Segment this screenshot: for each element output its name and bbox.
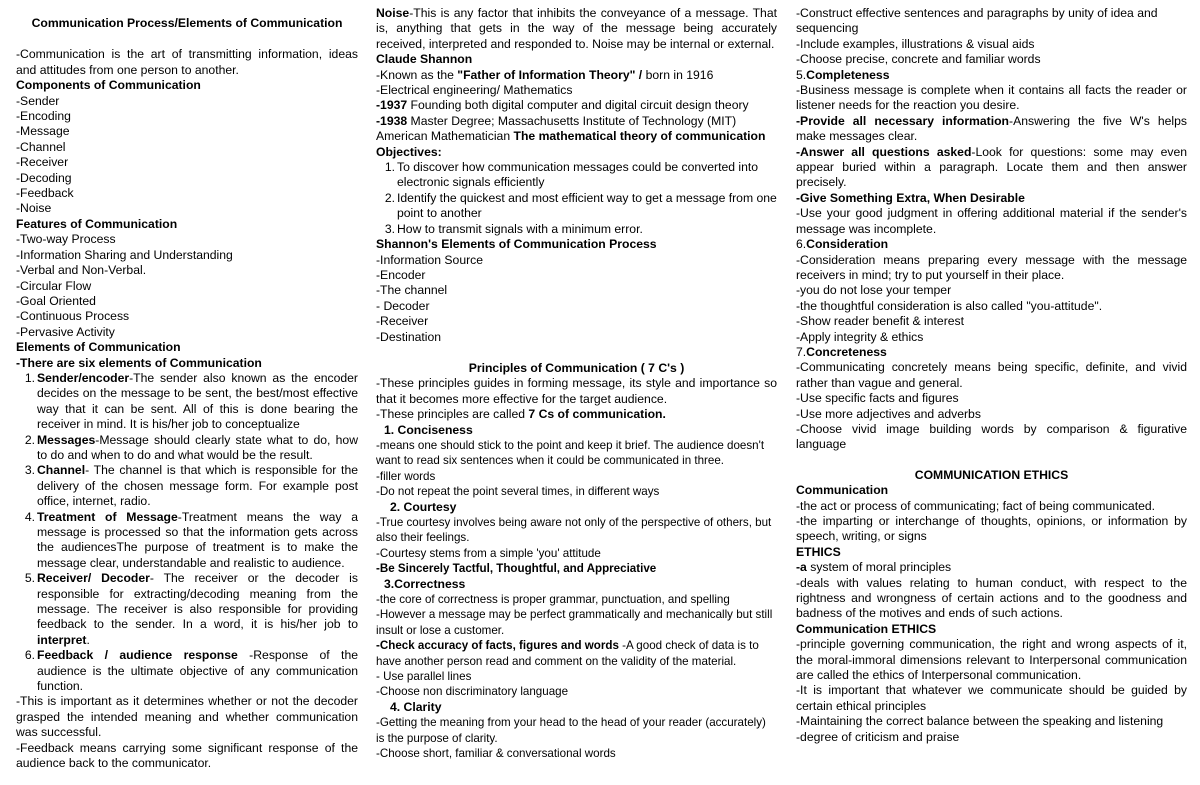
consideration-text: -Apply integrity & ethics [796, 329, 924, 344]
element-text: . [86, 632, 90, 647]
concreteness-text: -Communicating concretely means being specific, definite, and vivid rather than vague and general. [796, 360, 1187, 390]
text-span: -Look for questions: some may even appear buried within a paragraph. Locate them and then answer precisely. [796, 144, 1187, 190]
element-text: -Response of the audience is the ultimate objective of any communication function. [37, 648, 358, 694]
correctness-text: - Use parallel lines [376, 670, 472, 684]
shannon-1938 [376, 114, 777, 129]
list-item [376, 160, 777, 191]
bold-span: Completeness [806, 67, 890, 82]
correctness-heading: 3.Correctness [384, 576, 466, 591]
clarity-text: -Choose precise, concrete and familiar words [796, 52, 1041, 67]
text-span: -Answering the five W's helps make messages clear. [796, 113, 1187, 144]
year-label: -1938 [376, 113, 408, 128]
concreteness-text: -Use specific facts and figures [796, 391, 959, 406]
shannon-element: -Information Source [376, 252, 484, 267]
concreteness-text: -Use more adjectives and adverbs [796, 406, 981, 421]
conciseness-text: -Do not repeat the point several times, in different ways [376, 485, 660, 499]
communication-text: -the act or process of communicating; fact of being communicated. [796, 498, 1156, 513]
objective-text: To discover how communication messages could be converted into electronic signals efficiently [397, 160, 759, 190]
objectives-heading: Objectives: [376, 144, 442, 159]
list-number: 7. [796, 344, 807, 359]
element-text: -Treatment means the way a message is processed so that the information gets across the audiencesThe purpose of treatment is to make the message clear, understandable and realistic to audience. [37, 509, 358, 570]
communication-ethics-text: -degree of criticism and praise [796, 729, 960, 744]
bold-span: 7 Cs of communication. [528, 407, 666, 422]
element-term: Receiver/ Decoder [37, 571, 150, 586]
communication-text: -the imparting or interchange of thoughts, opinions, or information by speech, writing, or signs [796, 514, 1187, 544]
shannon-heading: Claude Shannon [376, 52, 473, 67]
list-number: 6. [24, 648, 35, 663]
shannon-field: -Electrical engineering/ Mathematics [376, 83, 573, 98]
list-item [376, 191, 777, 222]
ethics-text [796, 560, 1187, 575]
text-span: -Known as the [376, 67, 458, 82]
objective-text: How to transmit signals with a minimum error. [397, 221, 643, 236]
noise-text: -This is any factor that inhibits the conveyance of a message. That is, anything that gets in the way of the message being accurately received, interpreted and responded to. Noise may be internal or external. [376, 6, 777, 51]
noise-paragraph [376, 6, 777, 52]
communication-ethics-text: -Maintaining the correct balance between the speaking and listening [796, 714, 1164, 729]
component-item: -Feedback [16, 186, 74, 201]
ethics-title: COMMUNICATION ETHICS [914, 467, 1069, 482]
principles-intro: -These principles guides in forming message, its style and importance so that it becomes more effective for the target audience. [376, 376, 777, 406]
text-span: Master Degree; Massachusetts Institute of Technology (MIT) [407, 113, 737, 128]
component-item: -Receiver [16, 155, 69, 170]
principles-title: Principles of Communication ( 7 C's ) [468, 360, 685, 375]
element-term: Sender/encoder [37, 370, 130, 385]
closing-paragraph: -Feedback means carrying some significant response of the audience back to the communicator. [16, 740, 358, 771]
correctness-text: -However a message may be perfect grammatically and mechanically but still insult or lose a customer. [376, 608, 773, 637]
consideration-text: -you do not lose your temper [796, 283, 952, 298]
bold-span: -Provide all necessary information [796, 113, 1010, 128]
feature-item: -Information Sharing and Understanding [16, 247, 233, 262]
shannon-element: -Receiver [376, 314, 429, 329]
feature-item: -Circular Flow [16, 278, 92, 293]
element-term: Feedback / audience response [37, 648, 238, 663]
correctness-text: -Choose non discriminatory language [376, 685, 569, 699]
element-text: - The channel is that which is responsible for the delivery of the chosen message form. For example post office, internet, radio. [37, 463, 358, 509]
completeness-heading [796, 68, 1187, 83]
feature-item: -Verbal and Non-Verbal. [16, 263, 147, 278]
element-term: interpret [37, 632, 87, 647]
text-span: system of moral principles [806, 560, 952, 575]
col1-title: Communication Process/Elements of Communication [31, 16, 343, 30]
noise-term: Noise [376, 6, 410, 20]
features-heading: Features of Communication [16, 216, 178, 231]
consideration-heading [796, 237, 1187, 252]
check-accuracy [376, 638, 777, 669]
concreteness-heading [796, 345, 1187, 360]
element-text: - The receiver or the decoder is responsible for extracting/decoding meaning from the message. The receiver is also responsible for providing feedback to the sender. In a word, it is his/her job to [37, 571, 358, 632]
six-elements-heading: -There are six elements of Communication [16, 355, 262, 370]
objectives-list [376, 160, 777, 237]
conciseness-text: -filler words [376, 469, 436, 483]
list-number: 3. [24, 463, 35, 478]
list-number: 5. [796, 67, 807, 82]
conciseness-heading: 1. Conciseness [384, 422, 473, 437]
component-item: -Message [16, 124, 70, 139]
list-item [376, 222, 777, 237]
list-number: 5. [24, 571, 35, 586]
list-number: 2. [24, 432, 35, 447]
clarity-text: -Include examples, illustrations & visual aids [796, 36, 1035, 51]
list-item [16, 510, 358, 572]
elements-heading: Elements of Communication [16, 340, 181, 355]
clarity-text: -Getting the meaning from your head to the head of your reader (accurately) is the purpose of clarity. [376, 716, 766, 745]
courtesy-text: -Courtesy stems from a simple 'you' attitude [376, 546, 601, 560]
bold-span: Concreteness [806, 344, 887, 359]
component-item: -Encoding [16, 109, 71, 124]
element-text: -Message should clearly state what to do, how to do and when to do and what would be the result. [37, 432, 358, 462]
shannon-element: -The channel [376, 283, 448, 298]
correctness-text: -the core of correctness is proper grammar, punctuation, and spelling [376, 593, 730, 607]
give-extra-text: -Use your good judgment in offering additional material if the sender's message was incomplete. [796, 206, 1187, 236]
bold-span: -Check accuracy of facts, figures and words [376, 639, 619, 653]
completeness-text: -Business message is complete when it contains all facts the reader or listener needs for the reaction you desire. [796, 83, 1187, 113]
shannon-elements-heading: Shannon's Elements of Communication Process [376, 237, 657, 252]
list-number: 2. [384, 190, 395, 205]
communication-ethics-heading: Communication ETHICS [796, 621, 937, 636]
feature-item: -Continuous Process [16, 309, 130, 324]
ethics-text: -deals with values relating to human conduct, with respect to the rightness and wrongness of certain actions and to the goodness and badness of the motives and ends of such actions. [796, 575, 1187, 621]
bold-span: The mathematical theory of communication [513, 129, 766, 144]
feature-item: -Two-way Process [16, 232, 116, 247]
consideration-text: -Show reader benefit & interest [796, 314, 965, 329]
component-item: -Channel [16, 139, 66, 154]
tactful-line: -Be Sincerely Tactful, Thoughtful, and Appreciative [376, 562, 657, 576]
list-number: 1. [384, 160, 395, 175]
shannon-element: -Encoder [376, 267, 426, 282]
elements-list [16, 371, 358, 695]
list-item [16, 463, 358, 509]
feature-item: -Pervasive Activity [16, 324, 115, 339]
answer-questions [796, 145, 1187, 191]
courtesy-text: -True courtesy involves being aware not only of the perspective of others, but also their feelings. [376, 516, 772, 545]
list-number: 1. [24, 370, 35, 385]
component-item: -Decoding [16, 170, 72, 185]
clarity-text: -Choose short, familiar & conversational words [376, 747, 616, 761]
list-number: 6. [796, 237, 807, 252]
conciseness-text: -means one should stick to the point and keep it brief. The audience doesn't want to read six sentences when it could be communicated in three. [376, 438, 765, 468]
concreteness-text: -Choose vivid image building words by comparison & figurative language [796, 421, 1187, 452]
col1-intro: -Communication is the art of transmitting information, ideas and attitudes from one person to another. [16, 47, 358, 77]
column-2 [376, 6, 777, 762]
year-label: -1937 [376, 98, 408, 113]
ethics-heading: ETHICS [796, 544, 841, 559]
shannon-1937 [376, 98, 777, 113]
communication-heading: Communication [796, 483, 889, 498]
list-item [16, 371, 358, 433]
list-item [16, 571, 358, 648]
component-item: -Noise [16, 201, 52, 216]
courtesy-heading: 2. Courtesy [390, 499, 457, 514]
principles-called [376, 407, 777, 422]
list-number: 4. [24, 509, 35, 524]
communication-ethics-text: -principle governing communication, the right and wrong aspects of it, the moral-immoral dimensions relevant to Interpersonal communication are called the ethics of Interpersonal communication. [796, 637, 1187, 683]
column-1 [16, 6, 358, 772]
element-term: Channel [37, 463, 86, 478]
list-item [16, 648, 358, 694]
objective-text: Identify the quickest and most efficient way to get a message from one point to another [397, 190, 777, 221]
text-span: born in 1916 [642, 67, 714, 82]
list-number: 3. [384, 221, 395, 236]
communication-ethics-text: -It is important that whatever we communicate should be guided by certain ethical principles [796, 683, 1187, 713]
list-item [16, 433, 358, 464]
consideration-text: -Consideration means preparing every message with the message receivers in mind; try to put yourself in their place. [796, 252, 1187, 282]
feature-item: -Goal Oriented [16, 293, 96, 308]
shannon-american [376, 129, 777, 144]
consideration-text: -the thoughtful consideration is also called "you-attitude". [796, 298, 1103, 313]
shannon-element: -Destination [376, 329, 442, 344]
element-term: Messages [37, 432, 96, 447]
shannon-element: - Decoder [376, 298, 430, 313]
element-term: Treatment of Message [37, 509, 178, 524]
element-text: -The sender also known as the encoder decides on the message to be sent, the best/most effective way that it can be sent. All of this is done bearing the receiver in mind. It is his/her job to conceptualize [37, 370, 358, 432]
closing-paragraph: -This is important as it determines whether or not the decoder grasped the intended meaning and whether communication was successful. [16, 694, 358, 740]
text-span: -A good check of data is to have another person read and comment on the validity of the material. [376, 639, 759, 668]
shannon-known [376, 68, 777, 83]
text-span: -These principles are called [376, 407, 529, 422]
bold-span: -Answer all questions asked [796, 144, 972, 159]
component-item: -Sender [16, 93, 60, 108]
text-span: American Mathematician [376, 129, 514, 144]
bold-span: "Father of Information Theory" / [457, 67, 643, 82]
give-extra: -Give Something Extra, When Desirable [796, 190, 1025, 205]
text-span: Founding both digital computer and digital circuit design theory [407, 98, 749, 113]
clarity-heading: 4. Clarity [390, 699, 442, 714]
clarity-text: -Construct effective sentences and paragraphs by unity of idea and sequencing [796, 6, 1158, 36]
provide-info [796, 114, 1187, 145]
column-3 [796, 6, 1187, 745]
components-heading: Components of Communication [16, 78, 201, 93]
bold-span: Consideration [806, 237, 889, 252]
bold-span: -a [796, 560, 807, 575]
